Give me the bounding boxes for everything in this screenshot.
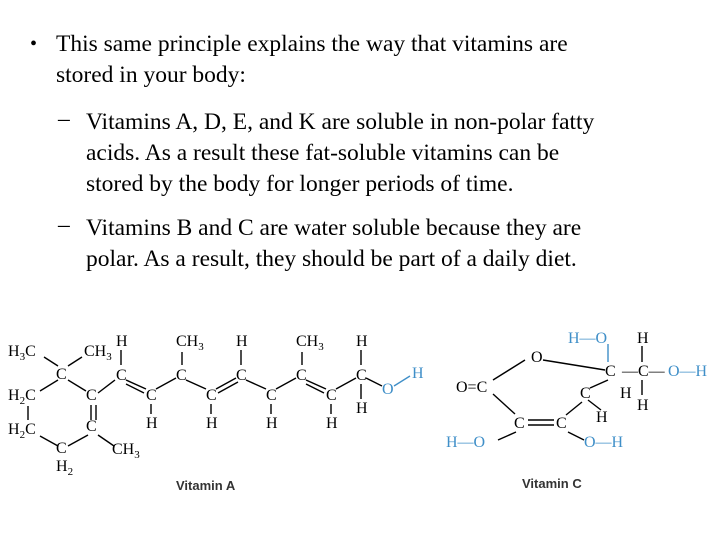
atom-h-oh-a: H: [412, 365, 424, 382]
atom-c-ring-right: C: [580, 385, 591, 402]
sub-bullet-dash-2: –: [58, 212, 70, 238]
atom-h3c: $H_3C$: [8, 343, 36, 363]
atom-h2c-b: $H_2C$: [8, 421, 36, 441]
atom-o-carbonyl: O=C: [456, 379, 488, 396]
atom-c-ring-bottom: C: [56, 440, 67, 457]
atom-c-8: C: [326, 387, 337, 404]
vitamin-c-structure: [446, 330, 708, 491]
bullet-line-2: stored in your body:: [56, 62, 246, 88]
sub-bullet-2-line-1: Vitamins B and C are water soluble because they are: [86, 215, 582, 241]
atom-c-3: C: [176, 367, 187, 384]
sub-bullet-2-line-2: polar. As a result, they should be part of a daily diet.: [86, 246, 577, 272]
atom-c-ring-top: C: [56, 366, 67, 383]
atom-h-6: H: [266, 415, 278, 432]
atom-h-mid: H: [620, 385, 632, 402]
atom-ch3-d: $CH_3$: [296, 333, 324, 353]
atom-c-1: C: [116, 367, 127, 384]
vitamin-c-caption: Vitamin C: [522, 476, 582, 491]
vitamin-structures-figure: [0, 300, 720, 540]
atom-c-9: C: [356, 367, 367, 384]
atom-c-ring-lower-right: C: [86, 418, 97, 435]
atom-h-top: H: [637, 330, 649, 347]
atom-c-5: C: [236, 367, 247, 384]
atom-h-9b: H: [356, 400, 368, 417]
atom-ho-bottom: H—O: [446, 434, 486, 451]
atom-h-ring: H: [596, 409, 608, 426]
atom-o-a: O: [382, 381, 394, 398]
atom-c-ring-right: C: [86, 387, 97, 404]
atom-c-side-1: C: [605, 363, 616, 380]
atom-oh-bottom: O—H: [584, 434, 624, 451]
structures-svg: [0, 300, 720, 540]
atom-h-1: H: [116, 333, 128, 350]
atom-h-bottom: H: [637, 397, 649, 414]
vitamin-a-caption: Vitamin A: [176, 478, 236, 493]
sub-bullet-dash-1: –: [58, 106, 70, 132]
atom-c-ring-br: C: [556, 415, 567, 432]
atom-h-9: H: [356, 333, 368, 350]
atom-h-2: H: [146, 415, 158, 432]
atom-c-7: C: [296, 367, 307, 384]
atom-ch3-c: $CH_3$: [176, 333, 204, 353]
atom-c-2: C: [146, 387, 157, 404]
atom-h-4: H: [206, 415, 218, 432]
bullet-marker: •: [30, 33, 38, 55]
sub-bullet-1-line-1: Vitamins A, D, E, and K are soluble in non-polar fatty: [86, 109, 595, 135]
sub-bullet-1-line-3: stored by the body for longer periods of time.: [86, 171, 514, 197]
atom-c-dash: —C—: [622, 363, 665, 380]
atom-ch3-a: $CH_3$: [84, 343, 112, 363]
atom-h-8: H: [326, 415, 338, 432]
vitamin-a-structure: [8, 333, 424, 493]
atom-oh-right: O—H: [668, 363, 708, 380]
atom-h-5: H: [236, 333, 248, 350]
atom-c-4: C: [206, 387, 217, 404]
atom-ho-top: H—O: [568, 330, 608, 347]
atom-h2: $H_2$: [56, 458, 74, 478]
atom-h2c-a: $H_2C$: [8, 387, 36, 407]
bullet-line-1: This same principle explains the way that vitamins are: [56, 31, 568, 57]
atom-c-6: C: [266, 387, 277, 404]
atom-c-ring-bl: C: [514, 415, 525, 432]
atom-o-ring: O: [531, 349, 543, 366]
sub-bullet-1-line-2: acids. As a result these fat-soluble vitamins can be: [86, 140, 560, 166]
atom-ch3-b: $CH_3$: [112, 441, 140, 461]
